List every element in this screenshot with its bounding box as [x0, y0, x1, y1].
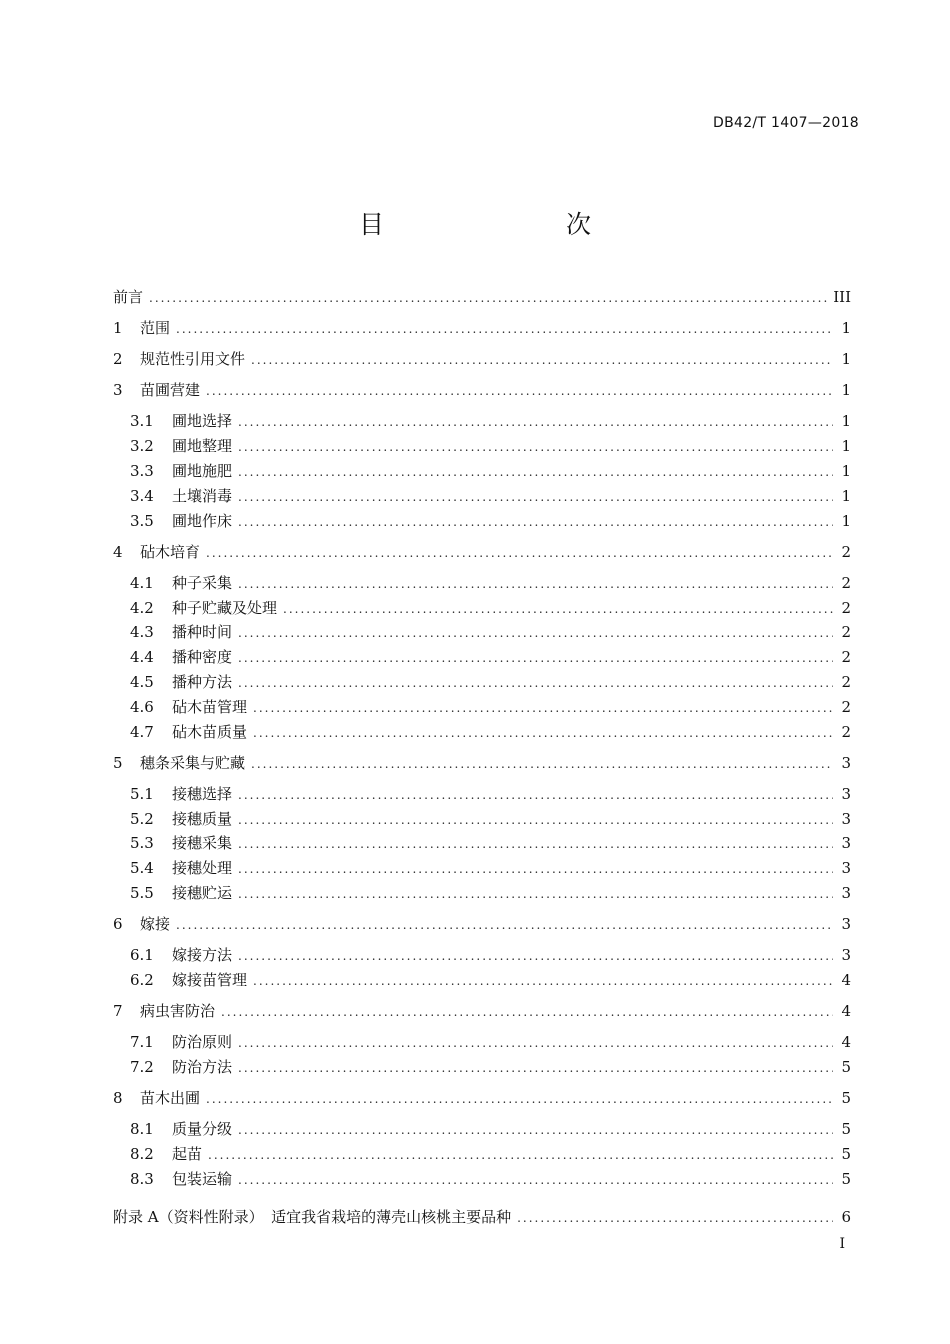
- dot-leader: [238, 411, 833, 433]
- toc-entry-label: 接穗贮运: [172, 884, 233, 902]
- toc-entry-page: 2: [841, 673, 851, 691]
- toc-entry-number: 8.3: [130, 1169, 154, 1188]
- dot-leader: [517, 1207, 833, 1229]
- toc-entry-page: 2: [841, 598, 851, 617]
- toc-entry-label: 接穗质量: [172, 809, 233, 828]
- toc-entry-page: 2: [841, 573, 851, 592]
- toc-entry[interactable]: [113, 752, 851, 774]
- toc-entry-page: 3: [841, 915, 851, 934]
- toc-entry-page: 4: [841, 971, 851, 989]
- toc-entry-page: 2: [841, 623, 851, 642]
- toc-entry-page: 2: [841, 722, 851, 741]
- toc-entry-number: 3.2: [130, 437, 154, 456]
- toc-entry[interactable]: [130, 969, 851, 991]
- toc-entry-label: 质量分级: [172, 1120, 233, 1139]
- toc-entry-number: 7.2: [130, 1058, 154, 1076]
- toc-entry-number: 4.3: [130, 623, 154, 642]
- toc-entry-number: 5.2: [130, 809, 154, 828]
- toc-entry-page: 4: [841, 1002, 851, 1021]
- toc-entry-label: 附录 A（资料性附录） 适宜我省栽培的薄壳山核桃主要品种: [113, 1208, 512, 1226]
- toc-entry-number: 6: [113, 915, 123, 934]
- dot-leader: [238, 1169, 833, 1191]
- dot-leader: [149, 287, 827, 309]
- toc-entry-number: 4.7: [130, 722, 154, 741]
- toc-entry[interactable]: [113, 913, 851, 935]
- toc-entry-page: 1: [841, 437, 851, 456]
- dot-leader: [206, 1088, 833, 1110]
- toc-entry-number: 3.4: [130, 486, 154, 505]
- dot-leader: [253, 697, 833, 719]
- toc-entry-page: 5: [841, 1120, 851, 1139]
- dot-leader: [238, 647, 833, 669]
- toc-entry-label: 播种方法: [172, 673, 233, 691]
- toc-entry-number: 4.2: [130, 598, 154, 617]
- toc-entry-label: 防治原则: [172, 1033, 233, 1052]
- dot-leader: [238, 573, 833, 595]
- toc-entry-page: 3: [841, 859, 851, 878]
- toc-entry-page: III: [833, 288, 851, 306]
- dot-leader: [238, 461, 833, 483]
- toc-entry-page: 6: [841, 1208, 851, 1226]
- toc-entry-label: 种子采集: [172, 573, 233, 592]
- toc-entry-number: 4.6: [130, 697, 154, 716]
- toc-entry[interactable]: [113, 317, 851, 339]
- toc-entry-page: 3: [841, 809, 851, 828]
- toc-entry-label: 圃地作床: [172, 511, 233, 530]
- toc-entry-label: 圃地施肥: [172, 462, 233, 480]
- toc-entry-label: 病虫害防治: [140, 1002, 216, 1021]
- toc-entry[interactable]: [130, 1168, 851, 1190]
- dot-leader: [238, 833, 833, 855]
- toc-entry-label: 接穗选择: [172, 784, 233, 803]
- dot-leader: [238, 486, 833, 508]
- toc-entry-label: 包装运输: [172, 1169, 233, 1188]
- toc-entry-page: 1: [841, 511, 851, 530]
- dot-leader: [238, 883, 833, 905]
- dot-leader: [283, 598, 833, 620]
- toc-entry-page: 5: [841, 1089, 851, 1108]
- toc-entry-number: 4: [113, 542, 123, 561]
- dot-leader: [238, 511, 833, 533]
- toc-entry-label: 嫁接: [140, 915, 171, 934]
- toc-entry[interactable]: [130, 808, 851, 830]
- dot-leader: [221, 1001, 833, 1023]
- toc-entry-page: 3: [841, 834, 851, 853]
- toc-entry-page: 1: [841, 350, 851, 369]
- toc-entry-page: 1: [841, 486, 851, 505]
- toc-entry-page: 3: [841, 753, 851, 772]
- toc-entry[interactable]: [113, 286, 851, 308]
- toc-entry-page: 3: [841, 946, 851, 965]
- toc-entry-number: 3.3: [130, 462, 154, 480]
- toc-entry[interactable]: [130, 882, 851, 904]
- toc-entry-label: 土壤消毒: [172, 486, 233, 505]
- toc-entry-label: 砧木苗质量: [172, 722, 248, 741]
- toc-entry-number: 2: [113, 350, 123, 369]
- toc-entry[interactable]: [130, 621, 851, 643]
- toc-entry-number: 1: [113, 319, 123, 338]
- toc-entry[interactable]: [130, 410, 851, 432]
- toc-entry-number: 6.1: [130, 946, 154, 965]
- toc-entry-label: 播种时间: [172, 623, 233, 642]
- toc-entry-number: 4.5: [130, 673, 154, 691]
- page-number: I: [839, 1236, 845, 1252]
- toc-entry[interactable]: [130, 597, 851, 619]
- toc-entry[interactable]: [130, 857, 851, 879]
- toc-entry-page: 3: [841, 884, 851, 902]
- toc-entry[interactable]: [130, 1118, 851, 1140]
- toc-entry[interactable]: [130, 721, 851, 743]
- toc-entry[interactable]: [130, 572, 851, 594]
- dot-leader: [238, 945, 833, 967]
- document-code: DB42/T 1407—2018: [713, 115, 859, 131]
- toc-entry[interactable]: [130, 460, 851, 482]
- toc-entry-label: 播种密度: [172, 648, 233, 667]
- toc-entry-number: 6.2: [130, 971, 154, 989]
- toc-entry[interactable]: [113, 1087, 851, 1109]
- toc-entry-number: 5.5: [130, 884, 154, 902]
- dot-leader: [238, 622, 833, 644]
- toc-entry-number: 8.1: [130, 1120, 154, 1139]
- toc-entry[interactable]: [130, 485, 851, 507]
- toc-entry-label: 接穗处理: [172, 859, 233, 878]
- toc-entry-page: 2: [841, 648, 851, 667]
- toc-entry[interactable]: [130, 832, 851, 854]
- toc-entry[interactable]: [113, 1000, 851, 1022]
- toc-entry[interactable]: [130, 435, 851, 457]
- toc-entry[interactable]: [130, 646, 851, 668]
- toc-entry[interactable]: [130, 783, 851, 805]
- toc-entry-page: 2: [841, 697, 851, 716]
- toc-entry-label: 接穗采集: [172, 834, 233, 853]
- toc-entry-number: 7: [113, 1002, 123, 1021]
- toc-entry-label: 起苗: [172, 1145, 203, 1163]
- toc-entry-label: 穗条采集与贮藏: [140, 753, 246, 772]
- dot-leader: [253, 970, 833, 992]
- toc-entry-page: 1: [841, 381, 851, 400]
- toc-entry-number: 5.4: [130, 859, 154, 878]
- dot-leader: [251, 349, 833, 371]
- toc-entry-label: 规范性引用文件: [140, 350, 246, 369]
- toc-entry-number: 7.1: [130, 1033, 154, 1052]
- toc-entry-number: 8: [113, 1089, 123, 1108]
- toc-entry-number: 3.1: [130, 412, 154, 431]
- toc-entry-page: 3: [841, 784, 851, 803]
- toc-entry-label: 砧木培育: [140, 542, 201, 561]
- toc-entry-page: 5: [841, 1058, 851, 1076]
- toc-entry-number: 5.3: [130, 834, 154, 853]
- dot-leader: [238, 436, 833, 458]
- dot-leader: [251, 753, 833, 775]
- toc-entry-label: 圃地选择: [172, 412, 233, 431]
- toc-entry-page: 5: [841, 1145, 851, 1163]
- toc-entry-number: 8.2: [130, 1145, 154, 1163]
- toc-entry[interactable]: [130, 1056, 851, 1078]
- toc-entry-page: 1: [841, 319, 851, 338]
- toc-entry-label: 圃地整理: [172, 437, 233, 456]
- toc-entry[interactable]: [113, 1206, 851, 1228]
- toc-title: 目 次: [358, 210, 635, 239]
- toc-entry-number: 3: [113, 381, 123, 400]
- toc-entry-label: 砧木苗管理: [172, 697, 248, 716]
- toc-entry-label: 嫁接方法: [172, 946, 233, 965]
- toc-entry-page: 4: [841, 1033, 851, 1052]
- toc-entry-number: 4.1: [130, 573, 154, 592]
- toc-entry-number: 3.5: [130, 511, 154, 530]
- toc-entry-label: 种子贮藏及处理: [172, 598, 278, 617]
- dot-leader: [206, 380, 833, 402]
- toc-entry-label: 前言: [113, 288, 144, 306]
- dot-leader: [176, 914, 833, 936]
- dot-leader: [238, 784, 833, 806]
- toc-entry[interactable]: [130, 510, 851, 532]
- dot-leader: [238, 858, 833, 880]
- dot-leader: [253, 722, 833, 744]
- toc-entry[interactable]: [113, 541, 851, 563]
- toc-entry-number: 5: [113, 753, 123, 772]
- toc-entry-label: 苗圃营建: [140, 381, 201, 400]
- toc-entry[interactable]: [130, 944, 851, 966]
- toc-entry[interactable]: [130, 1031, 851, 1053]
- dot-leader: [238, 1057, 833, 1079]
- toc-entry-label: 防治方法: [172, 1058, 233, 1076]
- toc-entry-label: 嫁接苗管理: [172, 971, 248, 989]
- dot-leader: [238, 672, 833, 694]
- toc-entry-label: 范围: [140, 319, 171, 338]
- dot-leader: [238, 1119, 833, 1141]
- toc-entry[interactable]: [113, 379, 851, 401]
- toc-entry-number: 5.1: [130, 784, 154, 803]
- dot-leader: [238, 809, 833, 831]
- toc-entry-page: 1: [841, 412, 851, 431]
- toc-entry-page: 1: [841, 462, 851, 480]
- toc-entry-label: 苗木出圃: [140, 1089, 201, 1108]
- toc-entry[interactable]: [113, 348, 851, 370]
- dot-leader: [238, 1032, 833, 1054]
- toc-entry[interactable]: [130, 696, 851, 718]
- toc-entry-page: 2: [841, 542, 851, 561]
- toc-entry[interactable]: [130, 1143, 851, 1165]
- dot-leader: [176, 318, 833, 340]
- toc-entry[interactable]: [130, 671, 851, 693]
- toc-entry-number: 4.4: [130, 648, 154, 667]
- toc-entry-page: 5: [841, 1169, 851, 1188]
- dot-leader: [206, 542, 833, 564]
- dot-leader: [208, 1144, 833, 1166]
